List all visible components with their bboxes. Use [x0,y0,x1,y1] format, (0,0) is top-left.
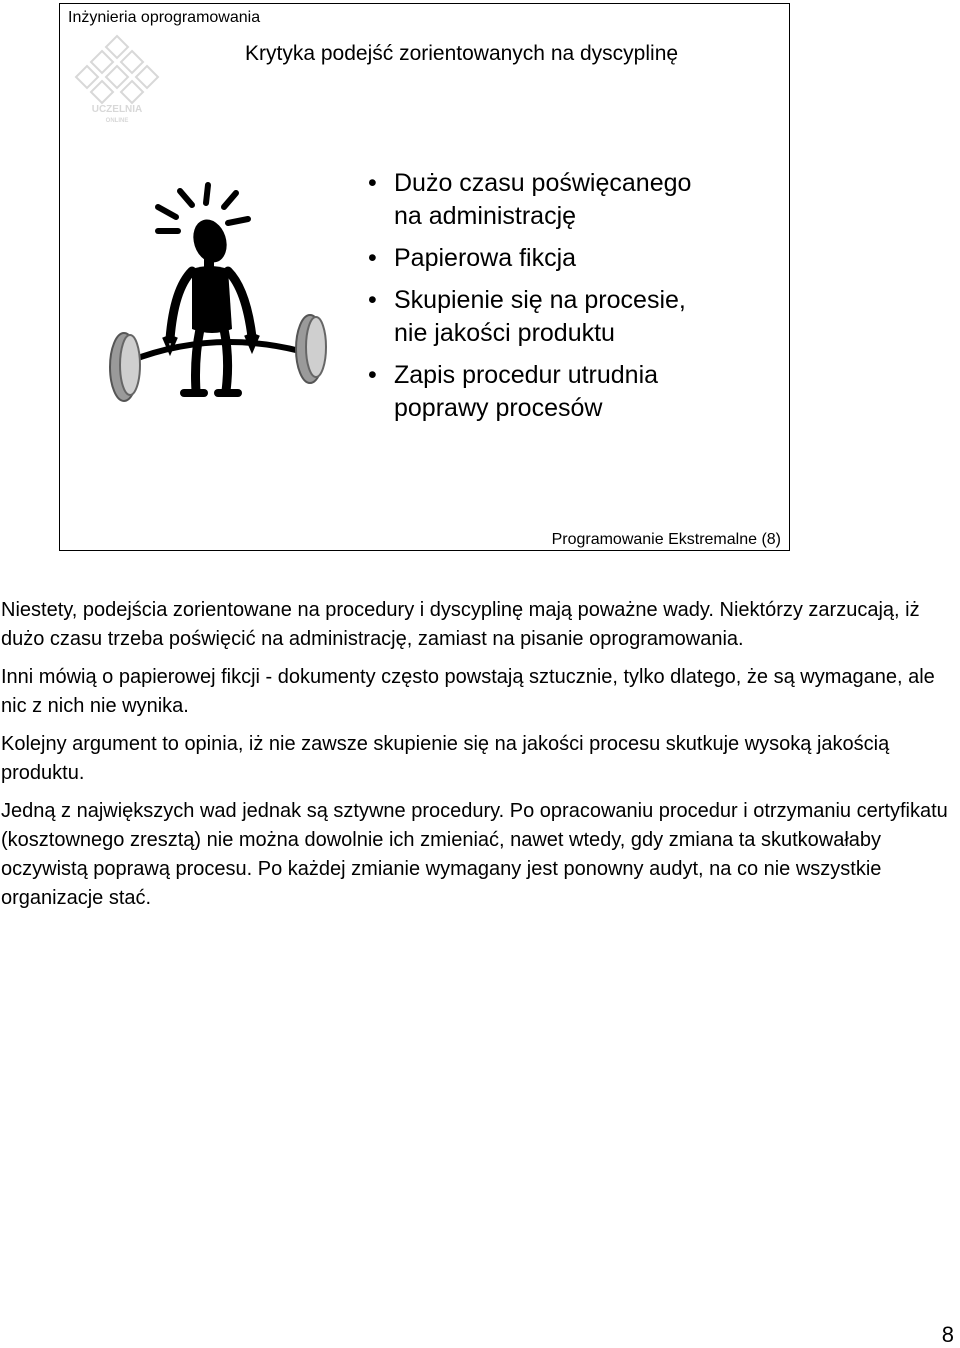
bullet-item [365,359,785,425]
bullet-text: nie jakości produktu [394,319,615,347]
page-number: 8 [941,1322,954,1347]
slide-footer: Programowanie Ekstremalne (8) [551,531,781,548]
bullet-item [365,284,785,350]
notes-paragraph: Niestety, podejścia zorientowane na procedury i dyscyplinę mają poważne wady. Niektórzy zarzucają, iż dużo czasu trzeba poświęcić na administrację, zamiast na pisanie oprogramowania. [1,599,920,650]
lecture-notes [1,596,951,922]
slide-frame [59,3,790,551]
logo-subtext: ONLINE [105,118,129,124]
slide-title: Krytyka podejść zorientowanych na dyscyplinę [245,42,679,65]
slide-header: Inżynieria oprogramowania [68,9,261,26]
notes-paragraph: Kolejny argument to opinia, iż nie zawsze skupienie się na jakości procesu skutkuje wysoką jakością produktu. [1,733,890,784]
weightlifter-icon [100,179,340,414]
bullet-dot: • [368,286,377,314]
uczelnia-logo [72,34,162,129]
bullet-item [365,167,785,233]
bullet-dot: • [368,244,377,272]
bullet-text: na administrację [394,202,577,230]
logo-text: UCZELNIA [91,104,143,115]
bullet-text: poprawy procesów [394,394,603,422]
bullet-text: Skupienie się na procesie, [394,286,686,314]
bullet-dot: • [368,169,377,197]
notes-paragraph: Inni mówią o papierowej fikcji - dokumenty często powstają sztucznie, tylko dlatego, że są wymagane, ale nic z nich nie wynika. [1,666,935,717]
bullet-text: Dużo czasu poświęcanego [394,169,692,197]
notes-paragraph: Jedną z największych wad jednak są sztywne procedury. Po opracowaniu procedur i otrzymaniu certyfikatu (kosztownego zresztą) nie można dowolnie ich zmieniać, nawet wtedy, gdy zmiana ta skutkowałaby oczywistą poprawą procesu. Po każdej zmianie wymagany jest ponowny audyt, na co nie wszystkie organizacje stać. [1,800,948,909]
bullet-text: Zapis procedur utrudnia [394,361,659,389]
bullet-text: Papierowa fikcja [394,244,577,272]
bullet-list [365,167,785,434]
bullet-item [365,242,785,275]
bullet-dot: • [368,361,377,389]
